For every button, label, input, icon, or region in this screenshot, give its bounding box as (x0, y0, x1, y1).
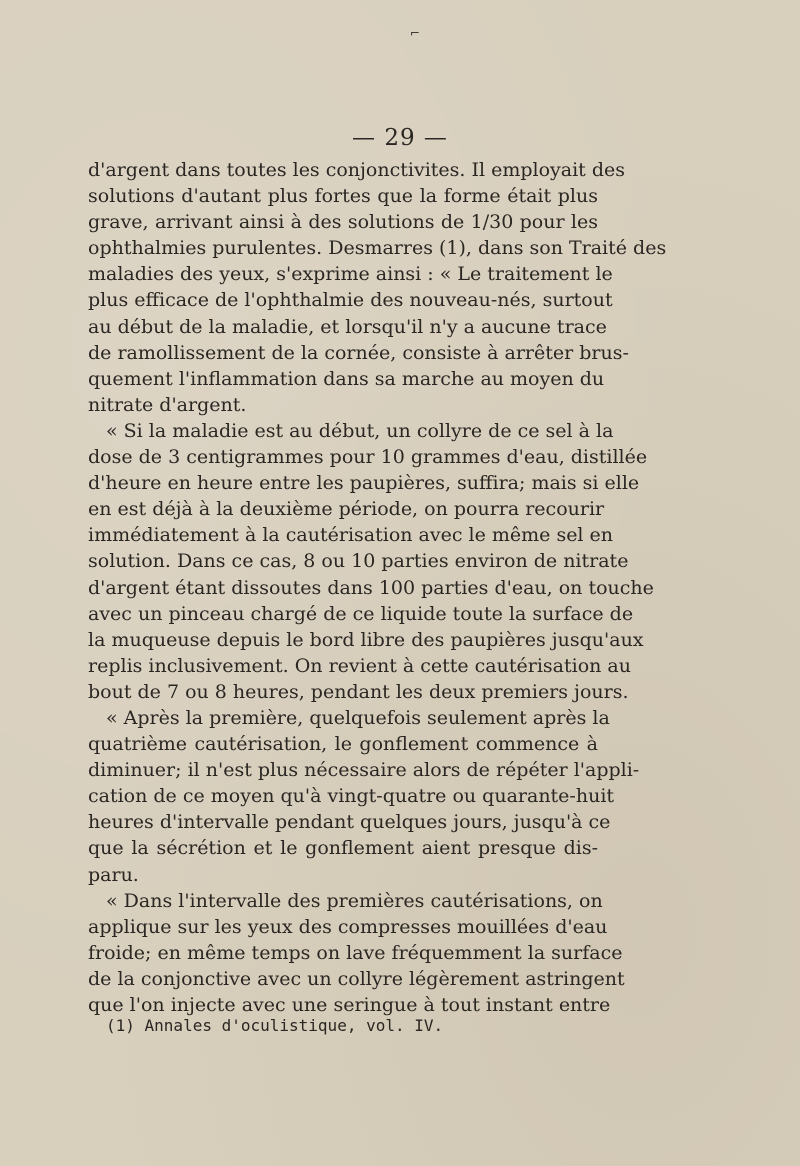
text-line: que l'on injecte avec une seringue à tout instant entre (88, 994, 611, 1016)
page-number: — 29 — (352, 125, 448, 151)
text-line: solution. Dans ce cas, 8 ou 10 parties environ de nitrate (88, 550, 629, 573)
text-line: de ramollissement de la cornée, consiste à arrêter brus- (88, 341, 629, 364)
text-line: que la sécrétion et le gonflement aient presque dis- (88, 837, 598, 860)
text-line: paru. (88, 863, 139, 886)
text-line: solutions d'autant plus fortes que la forme était plus (88, 185, 598, 208)
text-line: en est déjà à la deuxième période, on pourra recourir (88, 498, 605, 521)
text-line: d'argent dans toutes les conjonctivites. Il employait des (88, 159, 626, 181)
text-line: froide; en même temps on lave fréquemment la surface (88, 941, 623, 964)
text-line: au début de la maladie, et lorsqu'il n'y a aucune trace (88, 315, 607, 338)
text-line: cation de ce moyen qu'à vingt-quatre ou quarante-huit (88, 785, 615, 808)
text-line: de la conjonctive avec un collyre légèrement astringent (88, 967, 625, 990)
text-line: maladies des yeux, s'exprime ainsi : « Le traitement le (88, 263, 613, 286)
text-line: diminuer; il n'est plus nécessaire alors de répéter l'appli- (88, 759, 640, 782)
text-line: « Si la maladie est au début, un collyre de ce sel à la (106, 419, 614, 442)
text-line: dose de 3 centigrammes pour 10 grammes d'eau, distillée (88, 446, 648, 469)
text-line: heures d'intervalle pendant quelques jours, jusqu'à ce (88, 811, 611, 834)
text-line: avec un pinceau chargé de ce liquide toute la surface de (88, 602, 634, 625)
footnote: (1) Annales d'oculistique, vol. IV. (106, 1016, 444, 1035)
text-line: grave, arrivant ainsi à des solutions de 1/30 pour les (88, 211, 598, 234)
text-line: nitrate d'argent. (88, 393, 247, 416)
text-line: d'heure en heure entre les paupières, suffira; mais si elle (88, 472, 640, 495)
text-line: applique sur les yeux des compresses mouillées d'eau (88, 915, 608, 938)
ink-mark: ⌐ (410, 26, 421, 40)
text-line: « Dans l'intervalle des premières cautérisations, on (106, 889, 603, 912)
text-line: ophthalmies purulentes. Desmarres (1), dans son Traité des (88, 237, 667, 260)
text-line: d'argent étant dissoutes dans 100 parties d'eau, on touche (88, 576, 654, 599)
text-line: la muqueuse depuis le bord libre des paupières jusqu'aux (88, 628, 644, 651)
text-line: quement l'inflammation dans sa marche au moyen du (88, 367, 605, 390)
text-line: « Après la première, quelquefois seulement après la (106, 706, 610, 729)
text-line: quatrième cautérisation, le gonflement commence à (88, 733, 598, 756)
text-line: immédiatement à la cautérisation avec le même sel en (88, 524, 614, 547)
text-line: bout de 7 ou 8 heures, pendant les deux premiers jours. (88, 680, 629, 703)
text-line: replis inclusivement. On revient à cette cautérisation au (88, 654, 631, 677)
body-text (88, 157, 667, 1018)
text-line: plus efficace de l'ophthalmie des nouveau-nés, surtout (88, 289, 613, 312)
